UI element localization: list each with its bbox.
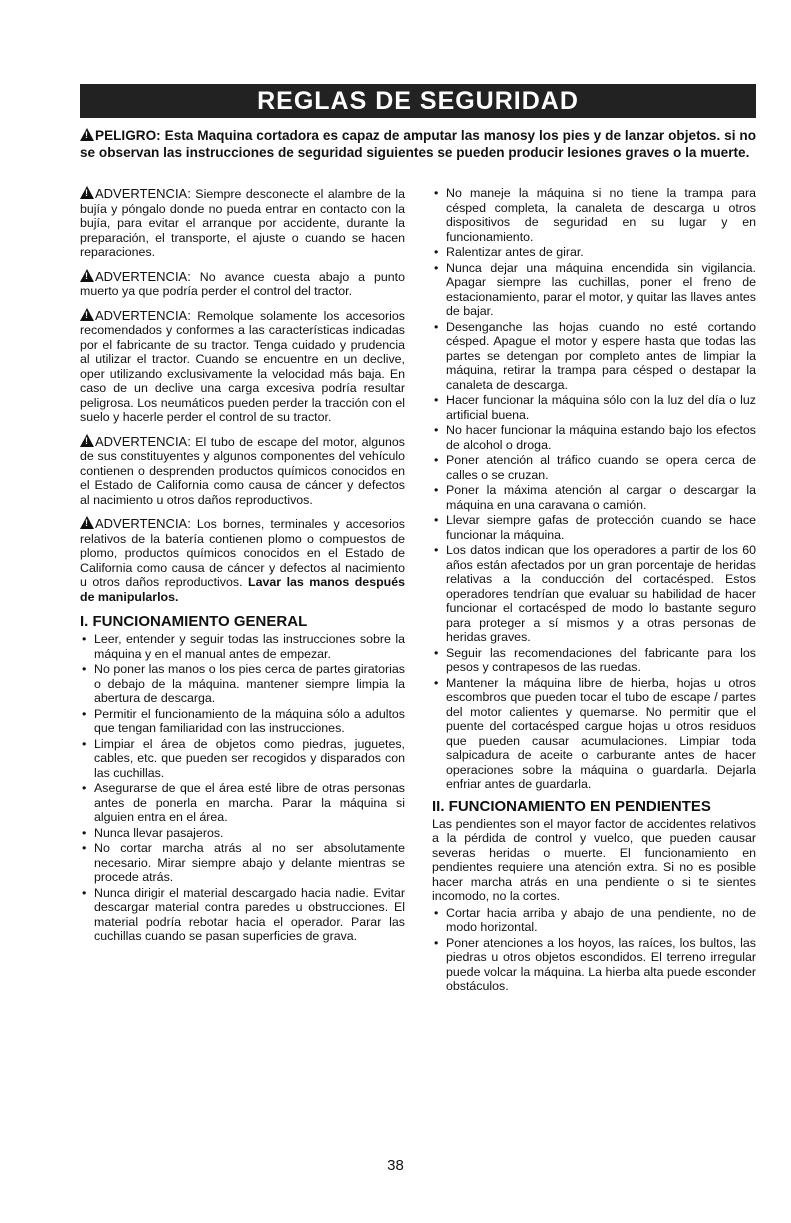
list-item: • Poner atención al tráfico cuando se opera cerca de calles o se cruzan. [432, 453, 756, 482]
danger-text: Esta Maquina cortadora es capaz de amputar las manosy los pies y de lanzar objetos. si no se observan las instrucciones de seguridad siguientes se pueden producir lesiones graves o la muerte. [80, 128, 756, 160]
warning-text: No avance cuesta abajo a punto muerto ya que podría perder el control del tractor. [80, 269, 405, 298]
danger-notice [80, 128, 756, 161]
warning-paragraph [80, 269, 405, 299]
slope-operation-list [432, 906, 756, 994]
list-item: • Los datos indican que los operadores a partir de los 60 años están afectados por un gran porcentaje de heridas relativas a la conducción del cortacésped. Estos operadores tendrían que evaluar su habilidad de hacer funcionar el cortacésped de modo lo bastante seguro para proteger a sí mismos y a otras personas de heridas graves. [432, 543, 756, 645]
warning-label: ADVERTENCIA: [95, 268, 191, 284]
list-item: • Limpiar el área de objetos como piedras, juguetes, cables, etc. que pueden ser recogidos y disparados con las cuchillas. [80, 737, 405, 781]
section-banner: REGLAS DE SEGURIDAD [80, 84, 756, 118]
list-item: • Mantener la máquina libre de hierba, hojas u otros escombros que pueden tocar el tubo de escape / partes del motor calientes y quemarse. No permitir que el puente del cortacésped cargue hojas u otros residuos que pueden causar acumulaciones. Limpiar toda salpicadura de aceite o carburante antes de hacer operaciones sobre la máquina o guardarla. Dejarla enfriar antes de guardarla. [432, 676, 756, 792]
page-number: 38 [387, 1157, 404, 1174]
warning-triangle-icon [80, 434, 94, 447]
warning-bold-tail: Lavar las manos después de manipularlos. [80, 575, 405, 604]
warning-paragraph [80, 516, 405, 604]
section-intro: Las pendientes son el mayor factor de accidentes relativos a la pérdida de control y vuelco, que pueden causar severas heridas o muerte. El funcionamiento en pendientes requiere una atención extra. Si no es posible hacer marcha atrás en una pendiente o si te sientes incomodo, no la cortes. [432, 816, 756, 903]
list-item: • Ralentizar antes de girar. [432, 245, 756, 260]
danger-label: PELIGRO: [95, 128, 161, 143]
list-item: • Desenganche las hojas cuando no esté cortando césped. Apague el motor y espere hasta que todas las partes se detengan por completo antes de limpiar la máquina, retirar la trampa para césped o destapar la canaleta de descarga. [432, 320, 756, 393]
section-heading: I. FUNCIONAMIENTO GENERAL [80, 613, 308, 630]
left-column [80, 186, 405, 945]
warning-triangle-icon [80, 128, 94, 141]
list-item: • Permitir el funcionamiento de la máquina sólo a adultos que tengan familiaridad con las instrucciones. [80, 707, 405, 736]
warning-triangle-icon [80, 269, 94, 282]
list-item: • No poner las manos o los pies cerca de partes giratorias o debajo de la máquina. mantener siempre limpia la abertura de descarga. [80, 662, 405, 706]
warning-label: ADVERTENCIA: [95, 307, 191, 323]
list-item: • Asegurarse de que el área esté libre de otras personas antes de ponerla en marcha. Parar la máquina si alguien entra en el área. [80, 781, 405, 825]
list-item: • No hacer funcionar la máquina estando bajo los efectos de alcohol o droga. [432, 423, 756, 452]
warning-triangle-icon [80, 516, 94, 529]
list-item: • Hacer funcionar la máquina sólo con la luz del día o luz artificial buena. [432, 393, 756, 422]
list-item: • Poner atenciones a los hoyos, las raíces, los bultos, las piedras u otros objetos escondidos. El terreno irregular puede volcar la máquina. La hierba alta puede esconder obstáculos. [432, 936, 756, 994]
list-item: • Nunca dirigir el material descargado hacia nadie. Evitar descargar material contra paredes u obstrucciones. El material podría rebotar hacia el operador. Parar las cuchillas cuando se pasan superficies de grava. [80, 886, 405, 944]
warning-label: ADVERTENCIA: [95, 433, 191, 449]
warning-text: Remolque solamente los accesorios recomendados y conformes a las características indicadas por el fabricante de su tractor. Tenga cuidado y prudencia al utilizar el tractor. Cuando se encuentre en un declive, oper utilizando exclusivamente la velocidad más baja. En caso de un declive una carga excesiva podría resultar peligrosa. Los neumáticos pueden perder la tracción con el suelo y hacerle perder el control de su tractor. [80, 308, 405, 424]
warning-text: Los bornes, terminales y accesorios relativos de la batería contienen plomo o compuestos de plomo, productos químicos conocidos en el Estado de California como causa de cáncer y defectos al nacimiento u otros daños reproductivos. [80, 517, 405, 589]
warning-label: ADVERTENCIA: [95, 186, 191, 201]
list-item: • Nunca dejar una máquina encendida sin vigilancia. Apagar siempre las cuchillas, poner el freno de estacionamiento, parar el motor, y quitar las llaves antes de bajar. [432, 261, 756, 319]
warning-text: El tubo de escape del motor, algunos de sus constituyentes y algunos componentes del vehículo contienen o desprenden productos químicos conocidos en el Estado de California como causa de cáncer y defectos al nacimiento u otros daños reproductivos. [80, 434, 405, 507]
warning-label: ADVERTENCIA: [95, 516, 191, 531]
warning-triangle-icon [80, 186, 94, 199]
list-item: • No cortar marcha atrás al no ser absolutamente necesario. Mirar siempre abajo y delante mientras se procede atrás. [80, 841, 405, 885]
warning-paragraph [80, 308, 405, 425]
general-operation-list [80, 632, 405, 944]
operation-list-continued [432, 186, 756, 792]
list-item: • Cortar hacia arriba y abajo de una pendiente, no de modo horizontal. [432, 906, 756, 935]
list-item: • Leer, entender y seguir todas las instrucciones sobre la máquina y en el manual antes de empezar. [80, 632, 405, 661]
right-column [432, 186, 756, 995]
warning-text: Siempre desconecte el alambre de la bujía y póngalo donde no pueda entrar en contacto con la bujía, para evitar el arranque por accidente, durante la preparación, el transporte, el ajuste o cuando se hacen reparaciones. [80, 187, 405, 259]
warning-triangle-icon [80, 308, 94, 321]
list-item: • No maneje la máquina si no tiene la trampa para césped completa, la canaleta de descarga u otros dispositivos de seguridad en su lugar y en funcionamiento. [432, 186, 756, 244]
list-item: • Seguir las recomendaciones del fabricante para los pesos y contrapesos de las ruedas. [432, 646, 756, 675]
list-item: • Nunca llevar pasajeros. [80, 826, 405, 841]
list-item: • Poner la máxima atención al cargar o descargar la máquina en una caravana o camión. [432, 483, 756, 512]
section-heading: II. FUNCIONAMIENTO EN PENDIENTES [432, 797, 711, 815]
list-item: • Llevar siempre gafas de protección cuando se hace funcionar la máquina. [432, 513, 756, 542]
warning-paragraph [80, 434, 405, 508]
warning-paragraph [80, 186, 405, 260]
